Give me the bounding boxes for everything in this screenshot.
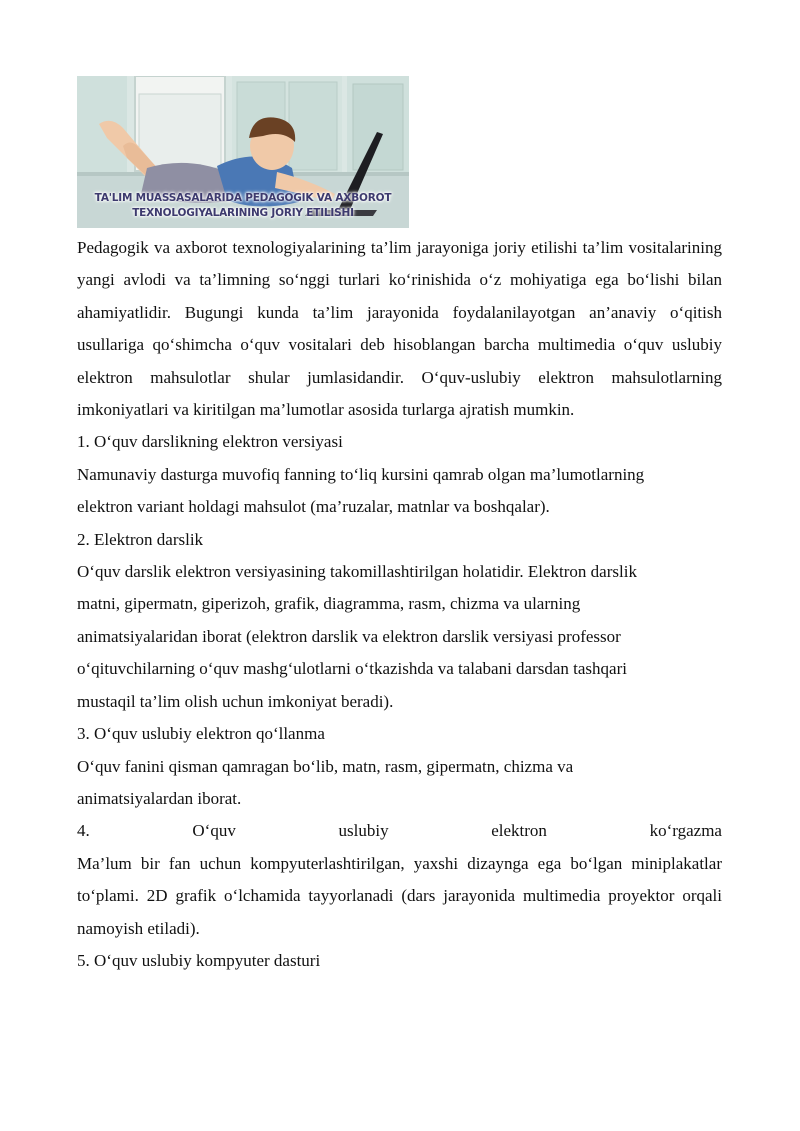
document-body bbox=[77, 232, 722, 977]
illustration-image bbox=[77, 76, 409, 228]
section-2-line: matni, gipermatn, giperizoh, grafik, diagramma, rasm, chizma va ularning bbox=[77, 594, 581, 614]
section-1-line: elektron variant holdagi mahsulot (ma’ruzalar, matnlar va boshqalar). bbox=[77, 497, 550, 517]
document-page bbox=[77, 76, 722, 977]
section-4-word: O‘quv bbox=[192, 821, 236, 841]
section-5-title: 5. O‘quv uslubiy kompyuter dasturi bbox=[77, 950, 321, 970]
section-2-line: animatsiyalaridan iborat (elektron darslik va elektron darslik versiyasi professor bbox=[77, 626, 621, 646]
section-4-title bbox=[77, 815, 722, 847]
section-3-line: O‘quv fanini qisman qamragan bo‘lib, matn, rasm, gipermatn, chizma va bbox=[77, 756, 574, 776]
image-caption-line-1: TA'LIM MUASSASALARIDA PEDAGOGIK VA AXBOROT bbox=[94, 192, 392, 204]
section-2-line: o‘qituvchilarning o‘quv mashg‘ulotlarni o‘tkazishda va talabani darsdan tashqari bbox=[77, 659, 627, 679]
section-3-line: animatsiyalardan iborat. bbox=[77, 788, 242, 808]
section-2-line: mustaqil ta’lim olish uchun imkoniyat beradi). bbox=[77, 691, 394, 711]
section-4-number: 4. bbox=[77, 821, 90, 841]
section-1-line: Namunaviy dasturga muvofiq fanning to‘liq kursini qamrab olgan ma’lumotlarning bbox=[77, 464, 645, 484]
section-3-title: 3. O‘quv uslubiy elektron qo‘llanma bbox=[77, 724, 325, 744]
section-2-line: O‘quv darslik elektron versiyasining takomillashtirilgan holatidir. Elektron darslik bbox=[77, 562, 637, 582]
image-caption-line-2: TEXNOLOGIYALARINING JORIY ETILISHI bbox=[132, 207, 354, 219]
section-4-word: uslubiy bbox=[338, 821, 389, 841]
boy-with-laptop-picture bbox=[77, 76, 409, 228]
section-4-body: Ma’lum bir fan uchun kompyuterlashtirilgan, yaxshi dizaynga ega bo‘lgan miniplakatlar to‘plami. 2D grafik o‘lchamida tayyorlanadi (dars jarayonida multimedia proyektor orqali namoyish etiladi). bbox=[77, 853, 722, 938]
section-4-word: elektron bbox=[491, 821, 547, 841]
intro-paragraph: Pedagogik va axborot texnologiyalarining ta’lim jarayoniga joriy etilishi ta’lim vositalarining yangi avlodi va ta’limning so‘nggi turlari ko‘rinishida o‘z mohiyatiga ega bo‘lishi bilan ahamiyatlidir. Bugungi kunda ta’lim jarayonida foydalanilayotgan an’anaviy o‘qitish usullariga qo‘shimcha o‘quv vositalari deb hisoblangan barcha multimedia o‘quv uslubiy elektron mahsulotlar shular jumlasidandir. O‘quv-uslubiy elektron mahsulotlarning imkoniyatlari va kiritilgan ma’lumotlar asosida turlarga ajratish mumkin. bbox=[77, 238, 722, 420]
section-2-title: 2. Elektron darslik bbox=[77, 529, 204, 549]
section-4-word: ko‘rgazma bbox=[649, 821, 722, 841]
section-1-title: 1. O‘quv darslikning elektron versiyasi bbox=[77, 432, 343, 452]
